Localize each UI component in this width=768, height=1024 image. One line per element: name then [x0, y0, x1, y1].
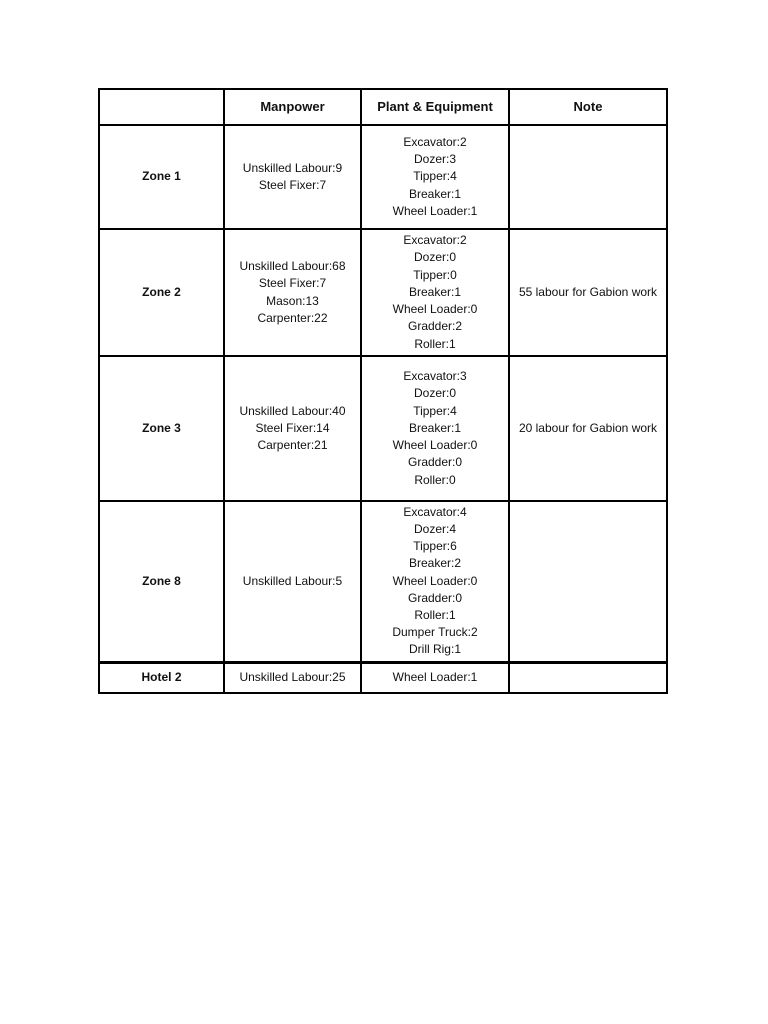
equipment-item: Breaker:1 — [408, 420, 462, 435]
equipment-item: Gradder:2 — [407, 319, 463, 334]
equipment-item: Roller:1 — [414, 336, 456, 351]
equipment-item: Breaker:1 — [408, 186, 462, 201]
note-cell — [509, 662, 667, 693]
manpower-item: Unskilled Labour:25 — [239, 670, 346, 685]
note-cell — [509, 125, 667, 229]
equipment-item: Excavator:4 — [403, 504, 467, 519]
zone-cell: Zone 1 — [99, 125, 224, 229]
table-row — [99, 662, 667, 693]
equipment-cell — [361, 662, 509, 693]
header-cell-manpower: Manpower — [224, 89, 361, 125]
equipment-item: Excavator:3 — [403, 369, 467, 384]
equipment-item: Dozer:0 — [413, 250, 457, 265]
equipment-item: Roller:1 — [414, 608, 456, 623]
manpower-cell — [224, 501, 361, 662]
equipment-item: Excavator:2 — [403, 134, 467, 149]
equipment-item: Excavator:2 — [403, 233, 467, 248]
equipment-item: Tipper:4 — [413, 403, 457, 418]
manpower-cell — [224, 662, 361, 693]
manpower-item: Unskilled Labour:5 — [242, 573, 343, 588]
manpower-item: Unskilled Labour:68 — [239, 259, 346, 274]
equipment-item: Tipper:4 — [413, 169, 457, 184]
equipment-item: Tipper:0 — [413, 267, 457, 282]
resource-table — [98, 88, 668, 694]
table-row — [99, 501, 667, 662]
equipment-item: Tipper:6 — [413, 539, 457, 554]
manpower-cell — [224, 356, 361, 501]
equipment-item: Gradder:0 — [407, 590, 463, 605]
header-cell-blank — [99, 89, 224, 125]
equipment-item: Drill Rig:1 — [408, 642, 461, 657]
equipment-item: Wheel Loader:1 — [392, 203, 478, 218]
equipment-item: Dumper Truck:2 — [392, 625, 478, 640]
header-row — [99, 89, 667, 125]
manpower-item: Steel Fixer:7 — [258, 178, 327, 192]
manpower-cell — [224, 229, 361, 356]
table-row — [99, 356, 667, 501]
manpower-cell — [224, 125, 361, 229]
equipment-item: Gradder:0 — [407, 455, 463, 470]
equipment-item: Dozer:4 — [413, 522, 457, 537]
equipment-cell — [361, 229, 509, 356]
equipment-item: Wheel Loader:0 — [392, 438, 478, 453]
header-cell-plant-equipment: Plant & Equipment — [361, 89, 509, 125]
manpower-item: Carpenter:22 — [257, 310, 328, 325]
manpower-item: Unskilled Labour:9 — [242, 160, 343, 175]
manpower-item: Unskilled Labour:40 — [239, 403, 346, 418]
table-row — [99, 125, 667, 229]
equipment-cell — [361, 356, 509, 501]
manpower-item: Steel Fixer:14 — [255, 420, 330, 435]
equipment-item: Wheel Loader:0 — [392, 573, 478, 588]
manpower-item: Mason:13 — [266, 293, 319, 308]
equipment-cell — [361, 125, 509, 229]
note-cell: 55 labour for Gabion work — [509, 229, 667, 356]
equipment-item: Dozer:3 — [413, 152, 457, 167]
zone-cell: Zone 2 — [99, 229, 224, 356]
zone-cell: Hotel 2 — [99, 662, 224, 693]
zone-cell: Zone 8 — [99, 501, 224, 662]
header-cell-note: Note — [509, 89, 667, 125]
manpower-item: Steel Fixer:7 — [258, 276, 327, 291]
equipment-cell — [361, 501, 509, 662]
equipment-item: Dozer:0 — [413, 386, 457, 401]
equipment-item: Wheel Loader:0 — [392, 302, 478, 317]
note-cell — [509, 501, 667, 662]
equipment-item: Breaker:1 — [408, 284, 462, 299]
note-cell: 20 labour for Gabion work — [509, 356, 667, 501]
manpower-item: Carpenter:21 — [257, 438, 328, 453]
equipment-item: Wheel Loader:1 — [392, 670, 478, 685]
equipment-item: Roller:0 — [414, 472, 456, 487]
zone-cell: Zone 3 — [99, 356, 224, 501]
table-row — [99, 229, 667, 356]
equipment-item: Breaker:2 — [408, 556, 462, 571]
